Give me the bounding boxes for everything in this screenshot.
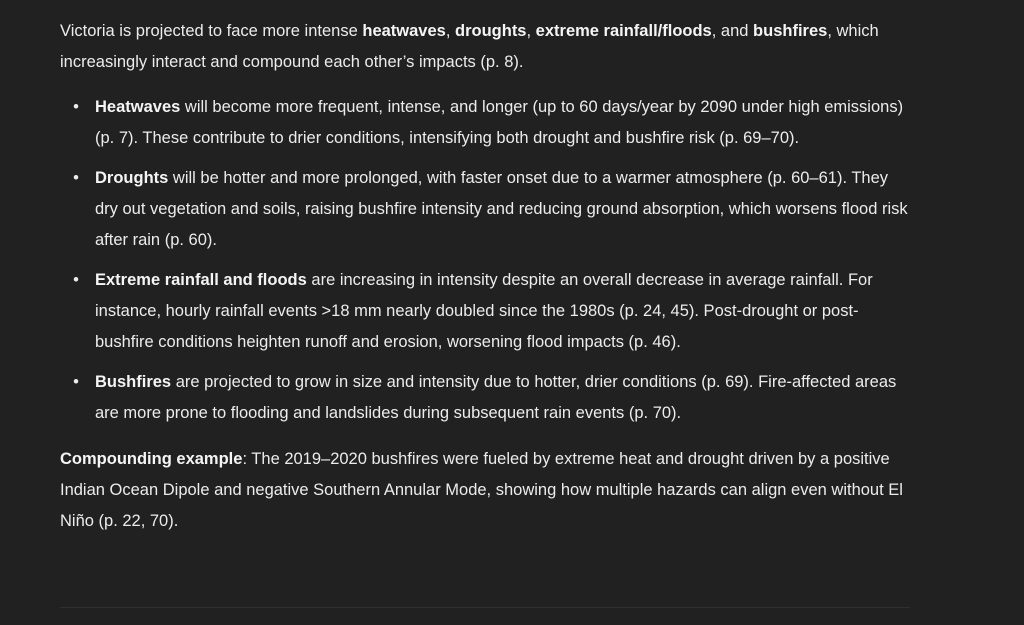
intro-text: Victoria is projected to face more intense xyxy=(60,22,363,40)
list-item-text: are projected to grow in size and intensity due to hotter, drier conditions (p. 69). Fire-affected areas are more prone to flooding and landslides during subsequent rain events (p. 70). xyxy=(95,373,897,422)
intro-text: , xyxy=(445,22,455,40)
hazard-list xyxy=(60,92,910,429)
bullet-icon xyxy=(69,92,83,123)
intro-text: , xyxy=(526,22,536,40)
bullet-icon xyxy=(69,265,83,296)
list-item-term: Bushfires xyxy=(95,373,172,391)
list-item-term: Heatwaves xyxy=(95,98,181,116)
list-item-text: will be hotter and more prolonged, with faster onset due to a warmer atmosphere (p. 60–61). They dry out vegetation and soils, raising bushfire intensity and reducing ground absorption, which worsens flood risk after rain (p. 60). xyxy=(95,169,908,249)
list-item xyxy=(60,265,910,358)
closing-text: : The 2019–2020 bushfires were fueled by extreme heat and drought driven by a positive Indian Ocean Dipole and negative Southern Annular Mode, showing how multiple hazards can align even without El Niño (p. 22, 70). xyxy=(60,450,903,530)
list-item xyxy=(60,163,910,256)
response-content xyxy=(60,16,910,537)
list-item xyxy=(60,367,910,429)
intro-text: , and xyxy=(711,22,754,40)
list-item-term: Droughts xyxy=(95,169,169,187)
closing-paragraph xyxy=(60,444,910,537)
closing-label: Compounding example xyxy=(60,450,243,468)
intro-term-rainfall-floods: extreme rainfall/floods xyxy=(535,22,712,40)
intro-text: , which increasingly interact and compound each other’s impacts (p. 8). xyxy=(60,22,879,71)
intro-term-droughts: droughts xyxy=(455,22,527,40)
list-item-text: will become more frequent, intense, and longer (up to 60 days/year by 2090 under high emissions) (p. 7). These contribute to drier conditions, intensifying both drought and bushfire risk (p. 69–70). xyxy=(95,98,904,147)
bottom-divider xyxy=(60,607,910,608)
list-item-text: are increasing in intensity despite an overall decrease in average rainfall. For instance, hourly rainfall events >18 mm nearly doubled since the 1980s (p. 24, 45). Post-drought or post-bushfire conditions heighten runoff and erosion, worsening flood impacts (p. 46). xyxy=(95,271,873,351)
bullet-icon xyxy=(69,367,83,398)
list-item xyxy=(60,92,910,154)
list-item-term: Extreme rainfall and floods xyxy=(95,271,307,289)
intro-paragraph xyxy=(60,16,910,78)
bullet-icon xyxy=(69,163,83,194)
intro-term-bushfires: bushfires xyxy=(753,22,828,40)
intro-term-heatwaves: heatwaves xyxy=(362,22,446,40)
